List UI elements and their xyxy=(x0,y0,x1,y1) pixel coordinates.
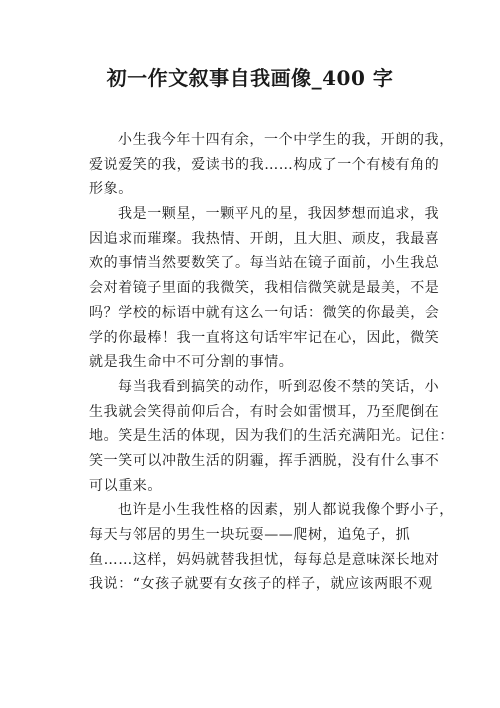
text-line: 因追求而璀璨。我热情、开朗，且大胆、顽皮，我最喜 xyxy=(89,230,440,247)
paragraph-2 xyxy=(89,202,440,375)
text-line: 学的你最棒！我一直将这句话牢牢记在心，因此，微笑 xyxy=(89,329,440,346)
text-line: 每当我看到搞笑的动作，听到忍俊不禁的笑话，小 xyxy=(118,378,440,395)
text-line: 小生我今年十四有余，一个中学生的我，开朗的我， xyxy=(118,132,454,148)
text-line: 每天与邻居的男生一块玩耍——爬树，追兔子，抓 xyxy=(89,527,411,543)
paragraph-1 xyxy=(89,128,454,202)
text-line: 我说：“女孩子就要有女孩子的样子，就应该两眼不观 xyxy=(89,576,433,593)
text-line: 会对着镜子里面的我微笑，我相信微笑就是最美，不是 xyxy=(89,280,440,297)
text-line: 形象。 xyxy=(89,181,133,198)
text-line: 就是我生命中不可分割的事情。 xyxy=(89,354,294,371)
text-line: 可以重来。 xyxy=(89,477,162,494)
text-line: 鱼……这样，妈妈就替我担忧，每每总是意味深长地对 xyxy=(89,551,440,568)
text-line: 欢的事情当然要数笑了。每当站在镜子面前，小生我总 xyxy=(89,255,440,272)
text-line: 笑一笑可以冲散生活的阴霾，挥手洒脱，没有什么事不 xyxy=(89,452,440,469)
text-line: 我是一颗星，一颗平凡的星，我因梦想而追求，我 xyxy=(118,206,440,223)
text-line: 爱说爱笑的我，爱读书的我……构成了一个有棱有角的 xyxy=(89,156,440,173)
text-line: 吗？学校的标语中就有这么一句话：微笑的你最美，会 xyxy=(89,304,440,321)
text-line: 生我就会笑得前仰后合，有时会如雷惯耳，乃至爬倒在 xyxy=(89,403,440,420)
text-line: 也许是小生我性格的因素，别人都说我像个野小子， xyxy=(118,502,454,519)
page-title: 初一作文叙事自我画像_400 字 xyxy=(106,66,394,90)
paragraph-4 xyxy=(89,498,454,597)
article-body xyxy=(89,128,454,597)
paragraph-3 xyxy=(89,375,454,498)
text-line: 地。笑是生活的体现，因为我们的生活充满阳光。记住： xyxy=(89,428,454,445)
